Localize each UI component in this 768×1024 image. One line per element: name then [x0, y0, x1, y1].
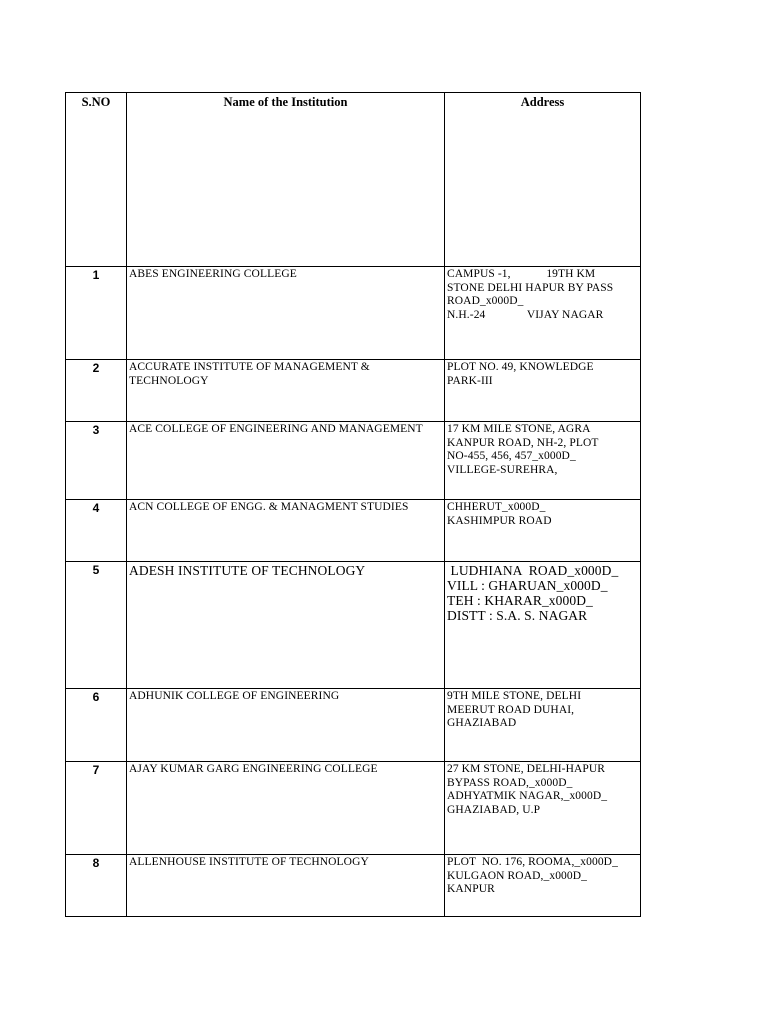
- address-line: DISTT : S.A. S. NAGAR: [447, 608, 588, 623]
- row-institution-name: AJAY KUMAR GARG ENGINEERING COLLEGE: [127, 762, 445, 855]
- row-institution-name: ADESH INSTITUTE OF TECHNOLOGY: [127, 562, 445, 689]
- address-line: BYPASS ROAD,_x000D_: [447, 776, 573, 789]
- table-row: [66, 562, 641, 689]
- address-line: KASHIMPUR ROAD: [447, 514, 552, 527]
- row-sno: 2: [66, 360, 127, 422]
- table-row: [66, 267, 641, 360]
- address-line: N.H.-24 VIJAY NAGAR: [447, 308, 604, 321]
- table-row: [66, 689, 641, 762]
- row-address: [445, 360, 641, 422]
- row-address: [445, 500, 641, 562]
- address-line: KANPUR: [447, 883, 495, 895]
- row-address: [445, 762, 641, 855]
- address-line: VILLEGE-SUREHRA,: [447, 463, 558, 476]
- address-line: 17 KM MILE STONE, AGRA: [447, 423, 591, 435]
- row-institution-name: ABES ENGINEERING COLLEGE: [127, 267, 445, 360]
- header-sno: S.NO: [66, 93, 127, 267]
- table-row: [66, 855, 641, 917]
- row-sno: 3: [66, 422, 127, 500]
- table-header-row: [66, 93, 641, 267]
- row-institution-name: ALLENHOUSE INSTITUTE OF TECHNOLOGY: [127, 855, 445, 917]
- row-institution-name: ACCURATE INSTITUTE OF MANAGEMENT & TECHNOLOGY: [127, 360, 445, 422]
- address-line: ROAD_x000D_: [447, 295, 524, 307]
- row-institution-name: ACN COLLEGE OF ENGG. & MANAGMENT STUDIES: [127, 500, 445, 562]
- table-row: [66, 422, 641, 500]
- row-sno: 8: [66, 855, 127, 917]
- address-line: VILL : GHARUAN_x000D_: [447, 578, 608, 593]
- address-line: ADHYATMIK NAGAR,_x000D_: [447, 790, 608, 802]
- row-address: [445, 562, 641, 689]
- address-line: 9TH MILE STONE, DELHI: [447, 690, 582, 702]
- address-line: CAMPUS -1, 19TH KM: [447, 268, 596, 280]
- address-line: MEERUT ROAD DUHAI,: [447, 703, 575, 716]
- institution-table: [65, 92, 641, 917]
- row-sno: 7: [66, 762, 127, 855]
- header-name: Name of the Institution: [127, 93, 445, 267]
- row-address: [445, 267, 641, 360]
- table-row: [66, 500, 641, 562]
- address-line: STONE DELHI HAPUR BY PASS: [447, 281, 614, 294]
- address-line: PARK-III: [447, 374, 493, 387]
- address-line: PLOT NO. 49, KNOWLEDGE: [447, 361, 594, 373]
- table-row: [66, 360, 641, 422]
- row-sno: 1: [66, 267, 127, 360]
- address-line: GHAZIABAD, U.P: [447, 803, 541, 816]
- address-line: GHAZIABAD: [447, 717, 517, 729]
- address-line: LUDHIANA ROAD_x000D_: [447, 563, 619, 578]
- address-line: KULGAON ROAD,_x000D_: [447, 869, 587, 882]
- row-address: [445, 689, 641, 762]
- address-line: CHHERUT_x000D_: [447, 501, 546, 513]
- row-sno: 4: [66, 500, 127, 562]
- row-address: [445, 422, 641, 500]
- row-address: [445, 855, 641, 917]
- address-line: 27 KM STONE, DELHI-HAPUR: [447, 763, 606, 775]
- row-sno: 6: [66, 689, 127, 762]
- row-institution-name: ADHUNIK COLLEGE OF ENGINEERING: [127, 689, 445, 762]
- header-address: Address: [445, 93, 641, 267]
- row-institution-name: ACE COLLEGE OF ENGINEERING AND MANAGEMENT: [127, 422, 445, 500]
- address-line: KANPUR ROAD, NH-2, PLOT: [447, 436, 599, 449]
- row-sno: 5: [66, 562, 127, 689]
- table-row: [66, 762, 641, 855]
- address-line: PLOT NO. 176, ROOMA,_x000D_: [447, 856, 618, 868]
- address-line: NO-455, 456, 457_x000D_: [447, 450, 576, 462]
- address-line: TEH : KHARAR_x000D_: [447, 593, 593, 608]
